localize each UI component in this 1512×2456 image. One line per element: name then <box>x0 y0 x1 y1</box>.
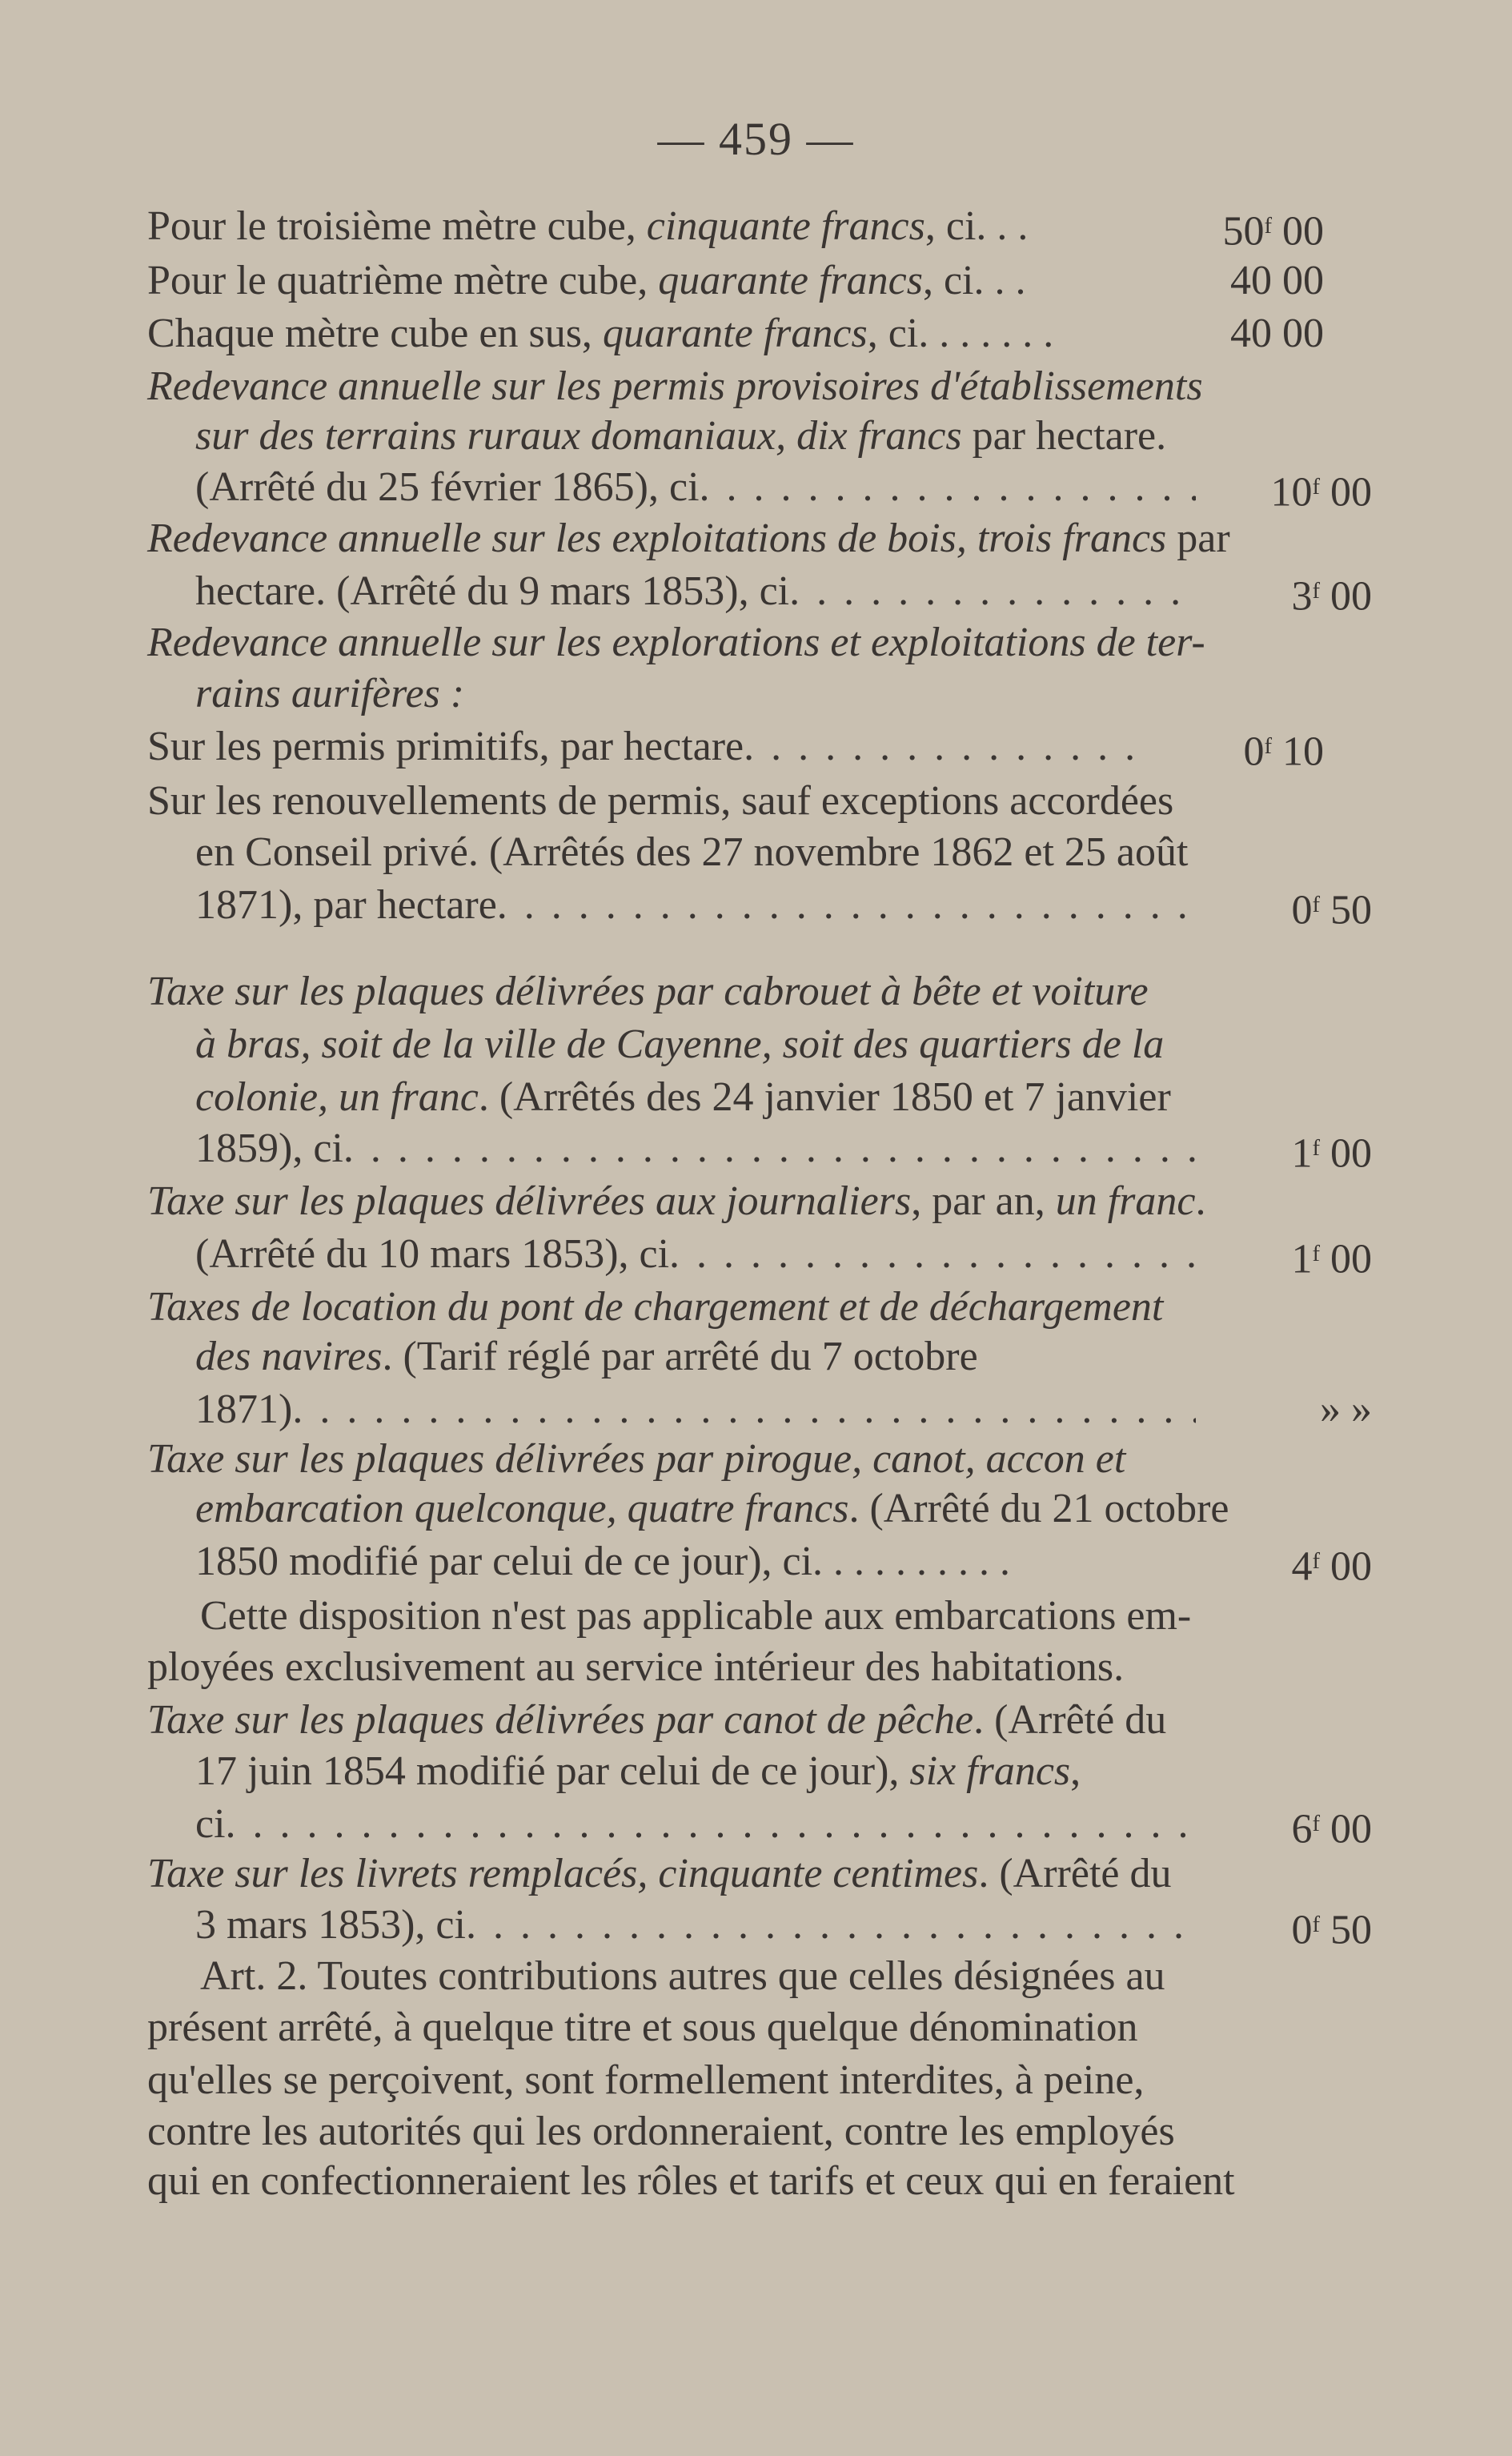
italic-text: rains aurifères : <box>195 671 465 716</box>
italic-text: quarante francs <box>658 258 923 303</box>
line-text <box>147 2057 1144 2103</box>
amount: 1$^f$ 00 <box>1291 1236 1372 1282</box>
text-segment: . (Arrêté du <box>973 1697 1167 1743</box>
text-line <box>195 1745 1372 1798</box>
text-segment: 1859), ci <box>195 1126 343 1171</box>
text-line <box>147 1175 1324 1228</box>
line-text <box>195 671 464 716</box>
line-text <box>147 1644 1124 1690</box>
text-segment: , ci. . . <box>924 203 1029 249</box>
text-line <box>147 1641 1324 1694</box>
text-line <box>147 616 1324 669</box>
text-line <box>195 1535 1372 1588</box>
text-line <box>147 2155 1324 2208</box>
text-line <box>147 720 1324 773</box>
text-line <box>195 461 1372 514</box>
italic-text: Taxes de location du pont de chargement et de déchargement <box>147 1284 1164 1330</box>
text-segment: Sur les renouvellements de permis, sauf exceptions accordées <box>147 778 1174 824</box>
text-segment: en Conseil privé. (Arrêtés des 27 novembre 1862 et 25 août <box>195 829 1189 875</box>
text-segment: . (Arrêtés des 24 janvier 1850 et 7 janvier <box>478 1074 1171 1120</box>
amount: » » <box>1320 1387 1372 1432</box>
text-line <box>195 879 1372 932</box>
line-text <box>195 829 1188 875</box>
text-segment: , ci. . . <box>922 258 1026 303</box>
text-line <box>195 410 1372 463</box>
text-segment: contre les autorités qui les ordonneraient, contre les employés <box>147 2109 1175 2154</box>
text-line <box>147 1694 1324 1747</box>
line-text <box>147 2109 1175 2154</box>
amount: 0$^f$ 10 <box>1243 728 1324 775</box>
amount: 40 00 <box>1230 311 1324 356</box>
italic-text: des navires <box>195 1334 383 1379</box>
text-segment: 3 mars 1853), ci <box>195 1902 466 1948</box>
italic-text: Taxe sur les plaques délivrées par canot de pêche <box>147 1697 974 1743</box>
text-line <box>147 307 1324 360</box>
amount: 3$^f$ 00 <box>1291 573 1372 620</box>
text-segment: 1871), par hectare <box>195 882 497 928</box>
text-segment: , <box>1070 1748 1081 1794</box>
text-segment: qu'elles se perçoivent, sont formellement interdites, à peine, <box>147 2057 1145 2103</box>
italic-text: sur des terrains ruraux domaniaux, dix francs <box>195 413 962 459</box>
text-line <box>195 1899 1372 1952</box>
text-line <box>147 1281 1324 1334</box>
line-text <box>195 1748 1081 1794</box>
text-line <box>195 1383 1372 1436</box>
text-line <box>147 360 1324 413</box>
line-text <box>195 413 1166 459</box>
line-text <box>147 307 1053 360</box>
line-text <box>195 1021 1164 1067</box>
line-text <box>147 1178 1205 1224</box>
dot-leader <box>744 720 1148 773</box>
text-segment: Pour le troisième mètre cube, <box>147 203 647 249</box>
line-text <box>195 1122 343 1175</box>
amount: 40 00 <box>1230 258 1324 303</box>
amount: 0$^f$ 50 <box>1291 887 1372 933</box>
line-text <box>195 461 700 514</box>
text-line <box>195 1122 1372 1175</box>
dot-leader <box>700 461 1196 514</box>
text-line <box>147 200 1324 253</box>
line-text <box>147 969 1149 1014</box>
line-text <box>147 2005 1137 2050</box>
line-text <box>200 1593 1191 1639</box>
text-line <box>195 668 1372 720</box>
line-text <box>195 1899 466 1952</box>
text-segment: (Arrêté du 10 mars 1853), ci <box>195 1231 670 1277</box>
dot-leader <box>466 1899 1196 1952</box>
text-line <box>147 2105 1324 2158</box>
text-segment: 1850 modifié par celui de ce jour), ci. . . . . . . . . . <box>195 1539 1011 1584</box>
text-segment: Art. 2. Toutes contributions autres que celles désignées au <box>200 1953 1165 1999</box>
dot-leader <box>226 1798 1196 1851</box>
text-line <box>195 565 1372 618</box>
line-text <box>195 1383 292 1436</box>
text-line <box>195 1798 1372 1851</box>
dot-leader <box>343 1122 1196 1175</box>
text-line <box>147 2001 1324 2054</box>
text-line <box>195 1071 1372 1124</box>
line-text <box>147 2158 1235 2204</box>
italic-text: à bras, soit de la ville de Cayenne, soit des quartiers de la <box>195 1021 1165 1067</box>
text-line <box>195 1330 1372 1383</box>
dot-leader <box>292 1383 1196 1436</box>
italic-text: Redevance annuelle sur les exploitations de bois, trois francs <box>147 516 1167 561</box>
amount: 10$^f$ 00 <box>1270 469 1372 516</box>
italic-text: embarcation quelconque, quatre francs <box>195 1486 849 1531</box>
line-text <box>147 778 1173 824</box>
text-line <box>195 1228 1372 1281</box>
line-text <box>195 1334 978 1379</box>
line-text <box>147 516 1230 561</box>
amount: 6$^f$ 00 <box>1291 1806 1372 1852</box>
line-text <box>147 363 1203 409</box>
text-segment: Cette disposition n'est pas applicable aux embarcations em- <box>200 1593 1192 1639</box>
text-line <box>147 255 1324 307</box>
text-segment: ployées exclusivement au service intérieur des habitations. <box>147 1644 1125 1690</box>
dot-leader <box>497 879 1196 932</box>
line-text <box>195 1074 1171 1120</box>
italic-text: Taxe sur les livrets remplacés, cinquante centimes <box>147 1851 979 1896</box>
line-text <box>200 1953 1165 1999</box>
line-text <box>147 200 1028 253</box>
text-line <box>147 2054 1324 2107</box>
italic-text: Redevance annuelle sur les explorations et exploitations de ter- <box>147 620 1205 665</box>
text-segment: . (Tarif réglé par arrêté du 7 octobre <box>382 1334 978 1379</box>
line-text <box>147 1284 1163 1330</box>
line-text <box>147 1851 1171 1896</box>
line-text <box>147 1697 1166 1743</box>
italic-text: six francs <box>909 1748 1071 1794</box>
text-segment: hectare. (Arrêté du 9 mars 1853), ci <box>195 568 790 614</box>
amount: 0$^f$ 50 <box>1291 1907 1372 1953</box>
text-line <box>147 1848 1324 1900</box>
italic-text: cinquante francs <box>646 203 925 249</box>
line-text <box>147 1436 1125 1482</box>
text-segment: Chaque mètre cube en sus, <box>147 311 603 356</box>
text-segment: par <box>1166 516 1230 561</box>
text-segment: qui en confectionneraient les rôles et tarifs et ceux qui en feraient <box>147 2158 1235 2204</box>
line-text <box>195 879 497 932</box>
text-segment: 17 juin 1854 modifié par celui de ce jour), <box>195 1748 910 1794</box>
amount: 4$^f$ 00 <box>1291 1543 1372 1590</box>
amount: 50$^f$ 00 <box>1222 208 1324 255</box>
text-line <box>195 1018 1372 1071</box>
text-segment: (Arrêté du 25 février 1865), ci <box>195 464 700 510</box>
text-segment: Pour le quatrième mètre cube, <box>147 258 659 303</box>
line-text <box>195 1228 669 1281</box>
italic-text: colonie, un franc <box>195 1074 479 1120</box>
line-text <box>195 565 789 618</box>
text-line <box>195 1483 1372 1535</box>
line-text <box>195 1798 226 1851</box>
text-line <box>147 512 1324 565</box>
text-line <box>200 1950 1377 2003</box>
text-segment: , par an, <box>911 1178 1056 1224</box>
text-line <box>200 1590 1377 1643</box>
line-text <box>147 720 744 773</box>
text-segment: présent arrêté, à quelque titre et sous quelque dénomination <box>147 2005 1138 2050</box>
text-line <box>147 1433 1324 1486</box>
page-number: — 459 — <box>657 113 855 165</box>
line-text <box>147 255 1026 307</box>
text-segment: ci <box>195 1801 226 1847</box>
line-text <box>195 1486 1229 1531</box>
dot-leader <box>789 565 1196 618</box>
text-segment: 1871) <box>195 1387 293 1432</box>
text-segment: . (Arrêté du <box>978 1851 1172 1896</box>
line-text <box>195 1535 1010 1588</box>
text-segment: . (Arrêté du 21 octobre <box>848 1486 1229 1531</box>
text-segment: par hectare. <box>961 413 1167 459</box>
text-segment: , ci. . . . . . . <box>867 311 1054 356</box>
text-line <box>195 826 1372 879</box>
text-segment: Sur les permis primitifs, par hectare <box>147 724 744 769</box>
line-text <box>147 620 1205 665</box>
italic-text: Taxe sur les plaques délivrées par cabrouet à bête et voiture <box>147 969 1149 1014</box>
italic-text: quarante francs <box>602 311 868 356</box>
text-line <box>147 775 1324 828</box>
italic-text: Taxe sur les plaques délivrées par pirogue, canot, accon et <box>147 1436 1126 1482</box>
dot-leader <box>669 1228 1196 1281</box>
text-line <box>147 965 1324 1018</box>
amount: 1$^f$ 00 <box>1291 1130 1372 1177</box>
italic-text: un franc <box>1055 1178 1196 1224</box>
italic-text: Redevance annuelle sur les permis provisoires d'établissements <box>147 363 1203 409</box>
text-segment: . <box>1195 1178 1206 1224</box>
italic-text: Taxe sur les plaques délivrées aux journaliers <box>147 1178 912 1224</box>
